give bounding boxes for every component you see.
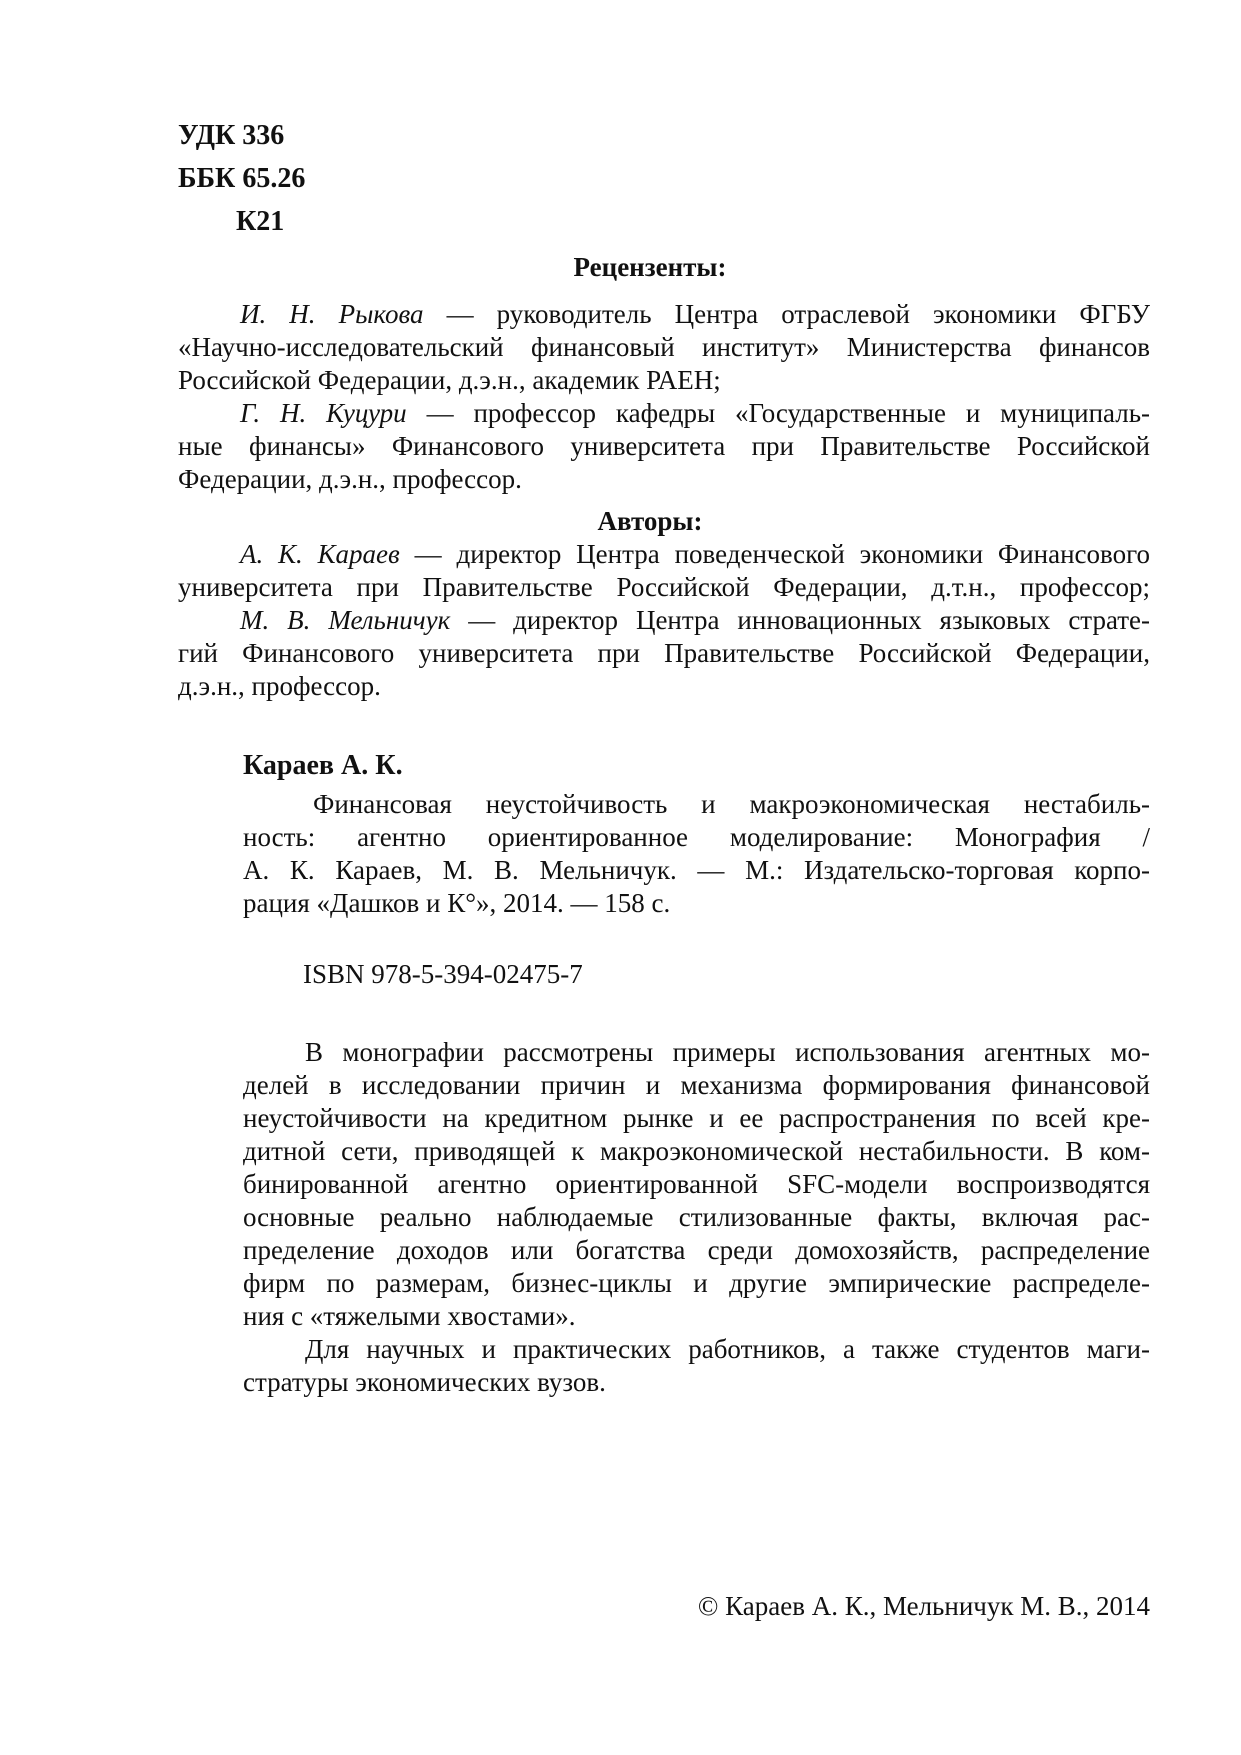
reviewer-2-line-2: ные финансы» Финансового университета при Правительстве Российской <box>178 431 1150 461</box>
annotation-p1-line-8: фирм по размерам, бизнес-циклы и другие эмпирические распределе- <box>243 1268 1150 1298</box>
copyright: © Караев А. К., Мельничук М. В., 2014 <box>697 1591 1150 1621</box>
author-2-text-1: — директор Центра инновационных языковых страте- <box>468 605 1150 635</box>
reviewer-1-name: И. Н. Рыкова <box>240 299 424 329</box>
reviewer-2-line-3: Федерации, д.э.н., профессор. <box>178 464 522 494</box>
author-2-line-2: гий Финансового университета при Правительстве Российской Федерации, <box>178 638 1150 668</box>
annotation-p1-line-1: В монографии рассмотрены примеры использования агентных мо- <box>305 1037 1150 1067</box>
reviewer-1-line-1 <box>178 298 1150 331</box>
author-1-name: А. К. Караев <box>240 539 400 569</box>
author-mark: К21 <box>236 206 285 237</box>
author-1-line-1 <box>178 538 1150 571</box>
bibliography-line-2: ность: агентно ориентированное моделирование: Монография / <box>243 822 1150 852</box>
annotation-p1-line-5: бинированной агентно ориентированной SFC-модели воспроизводятся <box>243 1169 1150 1199</box>
annotation-p1-line-6: основные реально наблюдаемые стилизованные факты, включая рас- <box>243 1202 1150 1232</box>
reviewer-2-text-1: — профессор кафедры «Государственные и муниципаль- <box>426 398 1150 428</box>
author-2-name: М. В. Мельничук <box>240 605 451 635</box>
annotation-block <box>243 1036 1150 1399</box>
author-2-line-1 <box>178 604 1150 637</box>
author-1-line-2: университета при Правительстве Российской Федерации, д.т.н., профессор; <box>178 572 1150 602</box>
bibliography-line-1: Финансовая неустойчивость и макроэкономическая нестабиль- <box>313 789 1150 819</box>
bbk-code: ББК 65.26 <box>178 163 306 194</box>
main-author: Караев А. К. <box>243 750 403 781</box>
annotation-p1-line-9: ния с «тяжелыми хвостами». <box>243 1301 576 1331</box>
annotation-p1-line-4: дитной сети, приводящей к макроэкономической нестабильности. В ком- <box>243 1136 1150 1166</box>
authors-heading: Авторы: <box>597 506 703 536</box>
reviewer-1-text-1: — руководитель Центра отраслевой экономики ФГБУ <box>446 299 1150 329</box>
authors-block <box>178 538 1150 703</box>
author-2-line-3: д.э.н., профессор. <box>178 671 381 701</box>
author-1-text-1: — директор Центра поведенческой экономики Финансового <box>414 539 1150 569</box>
annotation-p1-line-7: пределение доходов или богатства среди домохозяйств, распределение <box>243 1235 1150 1265</box>
bibliography-block <box>243 788 1150 920</box>
reviewers-block <box>178 298 1150 496</box>
annotation-p2-line-1: Для научных и практических работников, а также студентов маги- <box>305 1334 1150 1364</box>
reviewers-heading: Рецензенты: <box>573 252 727 282</box>
annotation-p2-line-2: стратуры экономических вузов. <box>243 1367 606 1397</box>
reviewer-2-name: Г. Н. Куцури <box>240 398 407 428</box>
bibliography-line-4: рация «Дашков и К°», 2014. — 158 с. <box>243 888 671 918</box>
isbn: ISBN 978-5-394-02475-7 <box>303 959 583 989</box>
reviewer-1-line-3: Российской Федерации, д.э.н., академик РАЕН; <box>178 365 721 395</box>
reviewer-2-line-1 <box>178 397 1150 430</box>
annotation-p1-line-3: неустойчивости на кредитном рынке и ее распространения по всей кре- <box>243 1103 1150 1133</box>
reviewer-1-line-2: «Научно-исследовательский финансовый институт» Министерства финансов <box>178 332 1150 362</box>
udk-code: УДК 336 <box>178 120 285 151</box>
annotation-p1-line-2: делей в исследовании причин и механизма формирования финансовой <box>243 1070 1150 1100</box>
bibliography-line-3: А. К. Караев, М. В. Мельничук. — М.: Издательско-торговая корпо- <box>243 855 1150 885</box>
